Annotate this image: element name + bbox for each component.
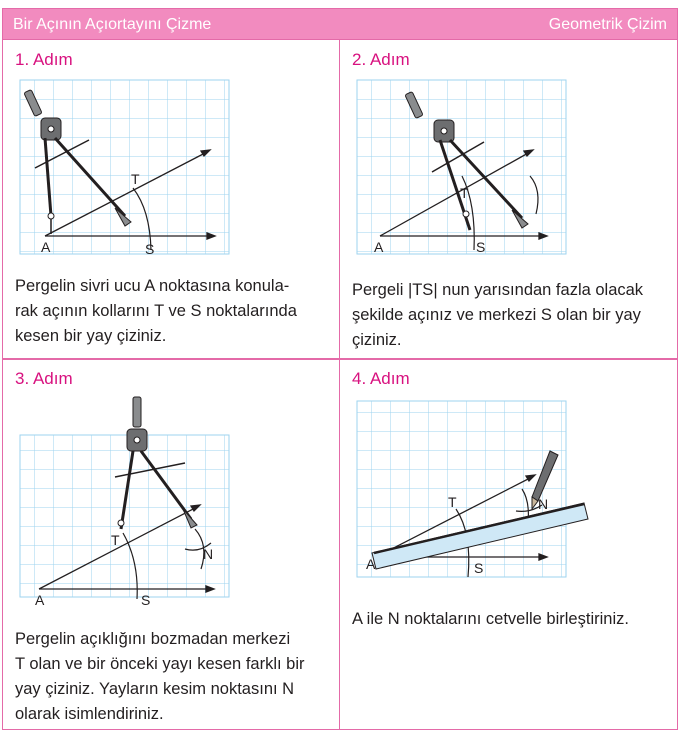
label-a: A (366, 556, 376, 572)
step-1-line-2: rak açının kollarını T ve S noktalarında (15, 302, 297, 320)
step-3-line-1: Pergelin açıklığını bozmadan merkezi (15, 630, 291, 648)
label-s: S (145, 241, 155, 257)
step-1-figure (15, 80, 235, 260)
step-1-title: 1. Adım (15, 50, 73, 69)
step-3-line-3: yay çiziniz. Yayların kesim noktasını N (15, 680, 295, 698)
grid (357, 80, 566, 254)
step-3-line-2: T olan ve bir önceki yayı kesen farklı bir (15, 655, 305, 673)
step-4-figure (352, 393, 592, 583)
step-2-figure (352, 80, 572, 260)
step-4-title: 4. Adım (352, 369, 410, 388)
label-t: T (448, 494, 457, 510)
step-4-panel (339, 358, 678, 730)
step-1-line-3: kesen bir yay çiziniz. (15, 327, 167, 345)
step-4-description (352, 607, 629, 632)
step-2-line-1: Pergeli |TS| nun yarısından fazla olacak (352, 281, 644, 299)
label-s: S (141, 592, 151, 608)
step-1-line-1: Pergelin sivri ucu A noktasına konula- (15, 277, 290, 295)
label-t: T (460, 185, 469, 201)
category-label: Geometrik Çizim (548, 16, 667, 33)
step-3-description (15, 627, 305, 727)
step-1-panel (2, 40, 341, 360)
label-n: N (203, 546, 214, 562)
label-s: S (476, 239, 486, 255)
label-s: S (474, 560, 484, 576)
step-3-figure (15, 393, 235, 608)
step-2-title: 2. Adım (352, 50, 410, 69)
label-a: A (35, 592, 45, 608)
label-t: T (131, 171, 140, 187)
step-1-description (15, 274, 297, 349)
page-title: Bir Açının Açıortayını Çizme (13, 16, 212, 33)
step-2-line-3: çiziniz. (352, 331, 402, 349)
step-3-panel (2, 358, 341, 730)
step-2-line-2: şekilde açınız ve merkezi S olan bir yay (352, 306, 641, 324)
label-t: T (111, 532, 120, 548)
label-a: A (41, 239, 51, 255)
step-3-title: 3. Adım (15, 369, 73, 388)
step-3-line-4: olarak isimlendiriniz. (15, 705, 164, 723)
header-bar (2, 8, 678, 40)
step-2-panel (339, 40, 678, 360)
step-2-description (352, 278, 643, 353)
step-4-line-1: A ile N noktalarını cetvelle birleştiriniz. (352, 610, 629, 628)
label-n: N (538, 496, 549, 512)
label-a: A (374, 239, 384, 255)
